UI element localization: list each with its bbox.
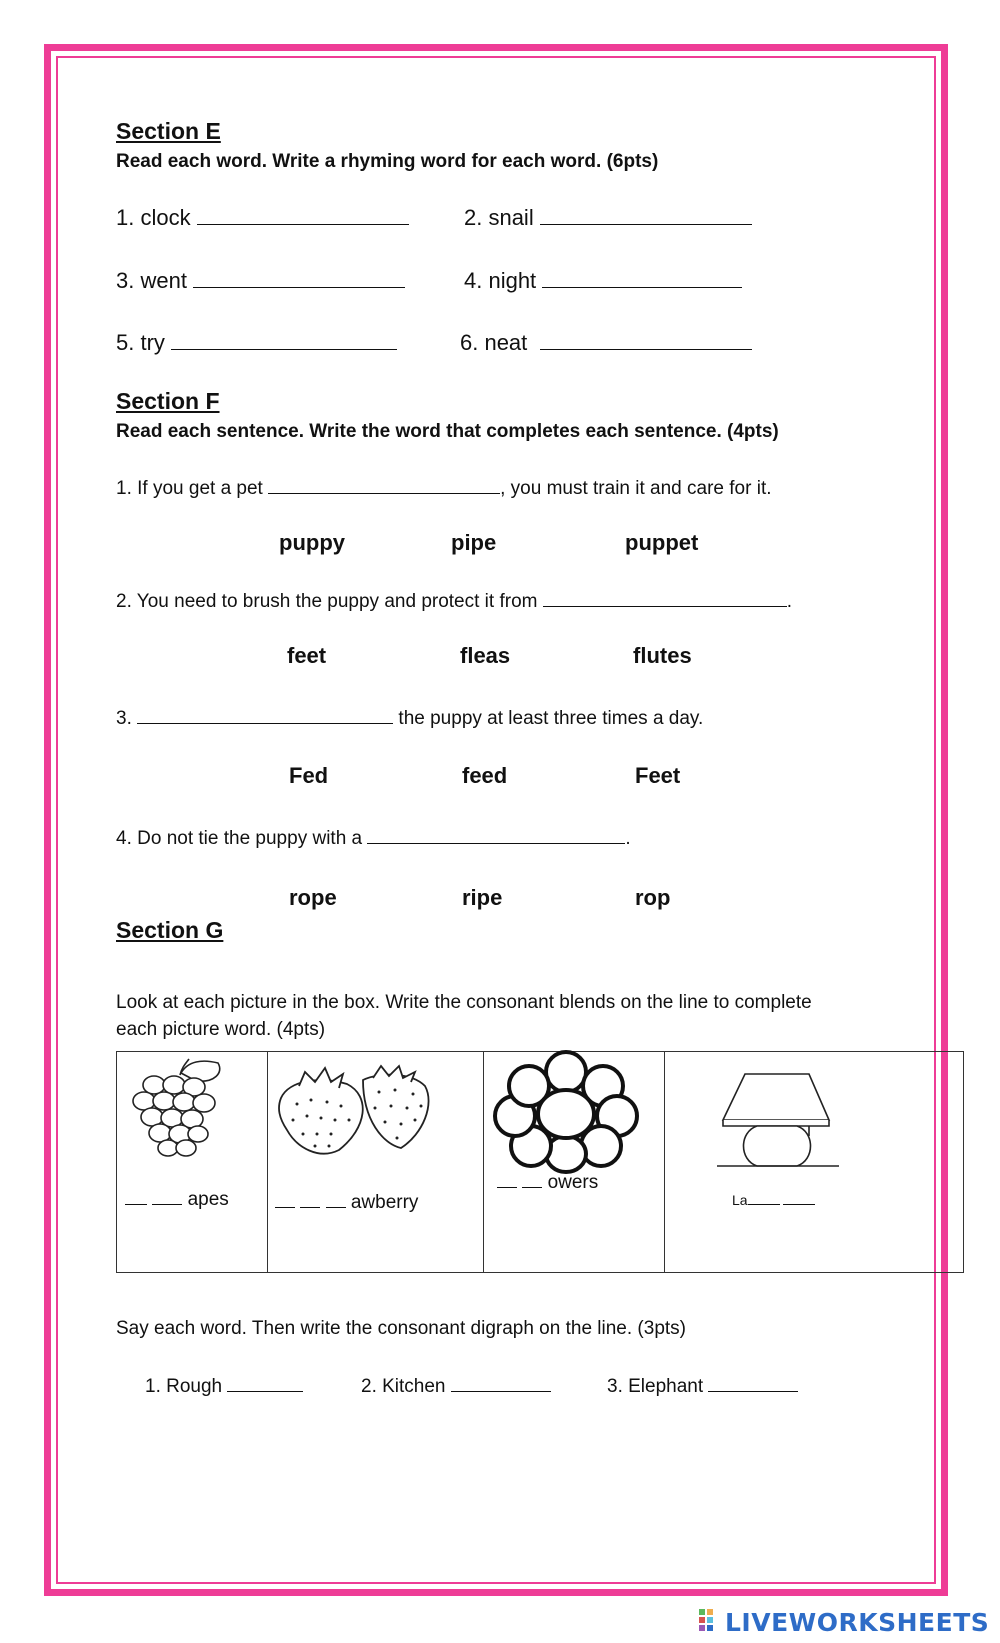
answer-blank[interactable] — [543, 588, 787, 607]
choice-word[interactable]: puppy — [279, 530, 345, 555]
cell-divider — [267, 1052, 268, 1272]
liveworksheets-logo — [699, 1606, 989, 1638]
lamp-word: La — [732, 1192, 815, 1208]
choice-word[interactable]: rope — [289, 885, 337, 910]
answer-blank[interactable] — [748, 1193, 780, 1205]
answer-blank[interactable] — [451, 1373, 551, 1392]
answer-blank[interactable] — [227, 1373, 303, 1392]
answer-blank[interactable] — [268, 475, 500, 494]
answer-blank[interactable] — [540, 331, 752, 350]
lamp-icon — [717, 1070, 847, 1174]
rhyme-item: 1. clock — [116, 205, 409, 231]
cell-divider — [664, 1052, 665, 1272]
choice-word[interactable]: pipe — [451, 530, 497, 555]
sentence-1: 1. If you get a pet , you must train it and care for it. — [116, 475, 772, 500]
flower-word: owers — [497, 1172, 598, 1194]
sentence-4: 4. Do not tie the puppy with a . — [116, 825, 631, 850]
brand-text: LIVEWORKSHEETS — [725, 1607, 990, 1637]
section-f-instruction: Read each sentence. Write the word that completes each sentence. (4pts) — [116, 421, 779, 442]
sentence-2: 2. You need to brush the puppy and protect it from . — [116, 588, 792, 613]
sentence-3: 3. the puppy at least three times a day. — [116, 705, 703, 730]
section-f-title: Section F — [116, 388, 220, 414]
answer-blank[interactable] — [125, 1190, 147, 1205]
digraph-item: 1. Rough — [145, 1373, 303, 1398]
answer-blank[interactable] — [497, 1173, 517, 1188]
section-e-instruction: Read each word. Write a rhyming word for each word. (6pts) — [116, 151, 659, 172]
section-g-title: Section G — [116, 917, 224, 943]
strawberry-icon — [275, 1064, 439, 1160]
rhyme-item: 2. snail — [464, 205, 752, 231]
answer-blank[interactable] — [197, 206, 409, 225]
answer-blank[interactable] — [540, 206, 752, 225]
answer-blank[interactable] — [152, 1190, 182, 1205]
answer-blank[interactable] — [783, 1193, 815, 1205]
liveworksheets-logo-icon — [699, 1609, 721, 1635]
choice-word[interactable]: puppet — [625, 530, 699, 555]
cell-divider — [483, 1052, 484, 1272]
answer-blank[interactable] — [193, 269, 405, 288]
answer-blank[interactable] — [542, 269, 742, 288]
choice-word[interactable]: feet — [287, 643, 327, 668]
digraph-item: 3. Elephant — [607, 1373, 798, 1398]
section-e-title: Section E — [116, 118, 221, 144]
flower-icon — [491, 1050, 641, 1174]
choice-word[interactable]: Fed — [289, 763, 329, 788]
rhyme-item: 4. night — [464, 268, 742, 294]
digraph-item: 2. Kitchen — [361, 1373, 551, 1398]
section-g-instruction: Look at each picture in the box. Write the consonant blends on the line to complete each picture word. (4pts) — [116, 992, 812, 1040]
choice-word[interactable]: ripe — [462, 885, 503, 910]
answer-blank[interactable] — [708, 1373, 798, 1392]
choice-word[interactable]: rop — [635, 885, 671, 910]
choice-word[interactable]: fleas — [460, 643, 511, 668]
answer-blank[interactable] — [326, 1193, 346, 1208]
grapes-word: apes — [125, 1189, 229, 1211]
answer-blank[interactable] — [275, 1193, 295, 1208]
choice-word[interactable]: flutes — [633, 643, 692, 668]
grapes-icon — [126, 1055, 232, 1165]
rhyme-item: 5. try — [116, 330, 397, 356]
choice-word[interactable]: feed — [462, 763, 508, 788]
choice-word[interactable]: Feet — [635, 763, 681, 788]
digraph-instruction: Say each word. Then write the consonant digraph on the line. (3pts) — [116, 1318, 686, 1339]
answer-blank[interactable] — [171, 331, 397, 350]
answer-blank[interactable] — [367, 825, 625, 844]
answer-blank[interactable] — [522, 1173, 542, 1188]
rhyme-item: 6. neat — [460, 330, 752, 356]
answer-blank[interactable] — [300, 1193, 320, 1208]
rhyme-item: 3. went — [116, 268, 405, 294]
picture-table — [116, 1051, 964, 1273]
answer-blank[interactable] — [137, 705, 393, 724]
strawberry-word: awberry — [275, 1192, 418, 1214]
